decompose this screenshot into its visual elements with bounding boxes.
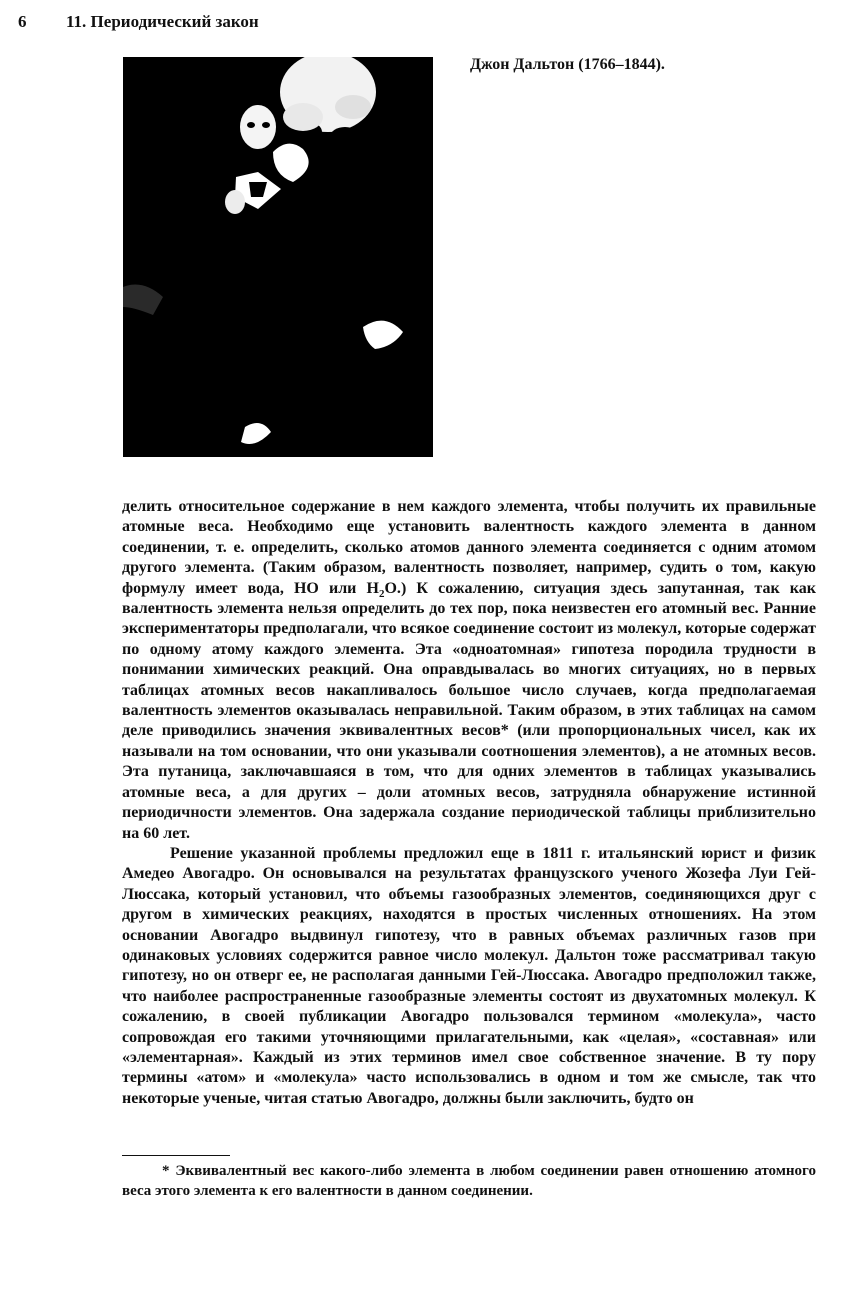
page-number: 6	[18, 12, 27, 31]
chapter-title: 11. Периодический закон	[66, 12, 259, 31]
running-header	[18, 12, 259, 32]
footnote: * Эквивалентный вес какого-либо элемента в любом соединении равен отношению атомного веса этого элемента к его валентности в данном соединении.	[122, 1163, 816, 1199]
main-text	[122, 497, 816, 1109]
dalton-portrait-photo	[123, 57, 433, 457]
paragraph-1: делить относительное содержание в нем каждого элемента, чтобы получить их правильные атомные веса. Необходимо еще установить валентность каждого элемента в данном соединении, т. е. определить, сколько атомов данного элемента соединяется с одним атомом другого элемента. (Таким образом, валентность позволяет, например, судить о том, какую формулу имеет вода, НО или $H_2O$.) К сожалению, ситуация здесь запутанная, так как валентность элемента нельзя определить до тех пор, пока неизвестен его атомный вес. Ранние экспериментаторы предполагали, что всякое соединение состоит из молекул, которые содержат по одному атому каждого элемента. Эта «одноатомная» гипотеза породила трудности в понимании химических реакций. Она оправдывалась во многих ситуациях, но в первых таблицах атомных весов накапливалось большое число случаев, когда предполагаемая валентность элементов оказывалась неправильной. Таким образом, в этих таблицах на самом деле приводились значения эквивалентных весов* (или пропорциональных чисел, как их называли на том основании, что они указывали соотношения элементов), а не атомных весов. Эта путаница, заключавшаяся в том, что для одних элементов в таблицах указывались атомные веса, а для других – доли атомных весов, затрудняла обнаружение истинной периодичности элементов. Она задержала создание периодической таблицы приблизительно на 60 лет.	[122, 498, 816, 842]
paragraph-2: Решение указанной проблемы предложил еще в 1811 г. итальянский юрист и физик Амедео Авогадро. Он основывался на результатах французского ученого Жозефа Луи Гей-Люссака, который установил, что объемы газообразных элементов, соединяющихся друг с другом в химических реакциях, находятся в простых численных отношениях. На этом основании Авогадро выдвинул гипотезу, что в равных объемах различных газов при одинаковых условиях содержится равное число молекул. Дальтон тоже рассматривал такую гипотезу, но он отверг ее, не располагая данными Гей-Люссака. Авогадро предположил также, что наиболее распространенные газообразные элементы состоят из двухатомных молекул. К сожалению, в своей публикации Авогадро пользовался термином «молекула», часто сопровождая его такими уточняющими прилагательными, как «целая», «составная» или «элементарная». Каждый из этих терминов имел свое собственное значение. В ту пору термины «атом» и «молекула» часто использовались в одном и том же смысле, так что некоторые ученые, читая статью Авогадро, должны были заключить, будто он	[122, 844, 816, 1107]
photo-caption: Джон Дальтон (1766–1844).	[470, 56, 665, 73]
footnote-divider	[122, 1155, 230, 1156]
